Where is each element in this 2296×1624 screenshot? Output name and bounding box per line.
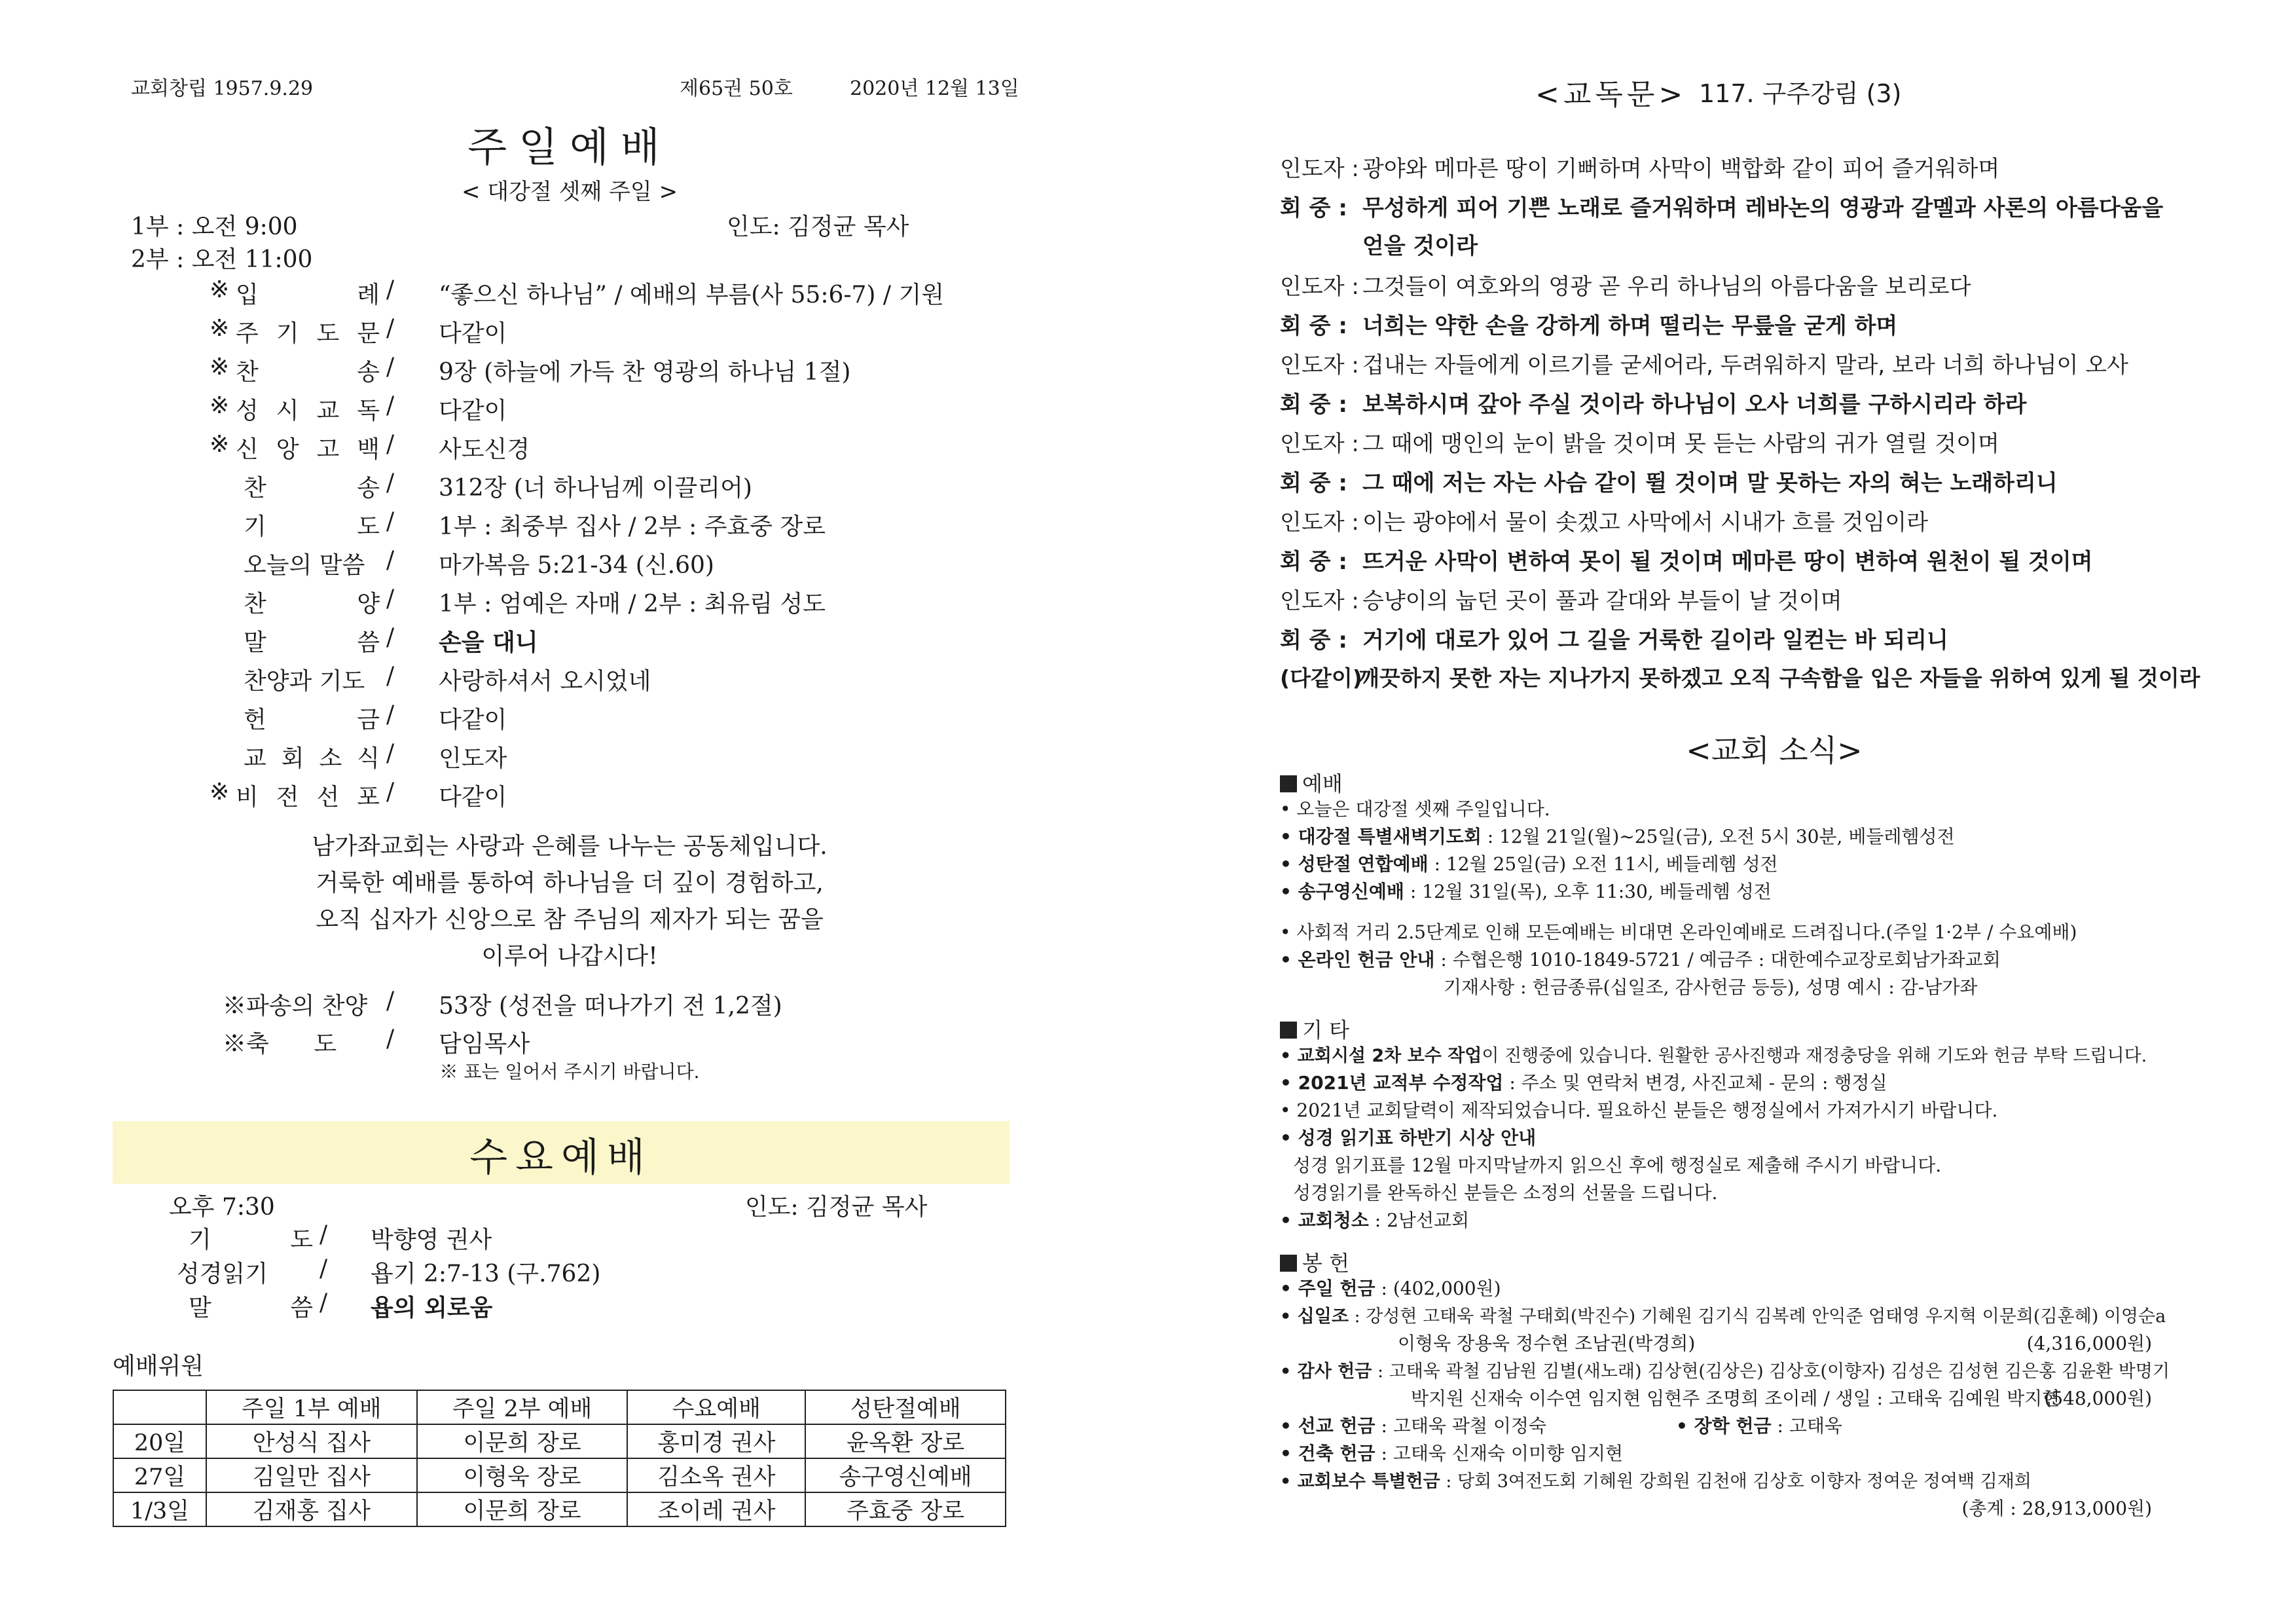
news-item: 기재사항 : 헌금종류(십일조, 감사헌금 등등), 성명 예시 : 감-남가좌 bbox=[1444, 976, 1978, 998]
reading-line: 회 중 : 보복하시며 갚아 주실 것이라 하나님이 오사 너희를 구하시리라 하라 bbox=[1280, 392, 2027, 418]
offering-section-heading: 봉 헌 bbox=[1280, 1247, 1349, 1277]
church-news-title: <교회 소식> bbox=[1686, 733, 1863, 768]
table-row: 1/3일 김재홍 집사 이문희 장로 조이레 권사 주효중 장로 bbox=[113, 1492, 1006, 1526]
stand-note: ※ 표는 일어서 주시기 바랍니다. bbox=[439, 1061, 700, 1082]
offering-item: 박지원 신재숙 이수연 임지현 임현주 조명희 조이레 / 생일 : 고태욱 김예원 박지현 bbox=[1411, 1388, 2060, 1409]
volume-number: 제65권 50호 bbox=[680, 77, 793, 100]
tithe-total: (4,316,000원) bbox=[2026, 1333, 2152, 1354]
news-item: • 사회적 거리 2.5단계로 인해 모든예배는 비대면 온라인예배로 드려집니다.(주일 1·2부 / 수요예배) bbox=[1280, 921, 2077, 943]
news-item: • 2021년 교회달력이 제작되었습니다. 필요하신 분들은 행정실에서 가져가시기 바랍니다. bbox=[1280, 1099, 1998, 1121]
order-label: 성경읽기 bbox=[177, 1261, 268, 1287]
news-item: • 송구영신예배 : 12월 31일(목), 오후 11:30, 베들레헴 성전 bbox=[1280, 881, 1772, 902]
square-bullet-icon bbox=[1280, 1255, 1297, 1272]
service-time-1: 1부 : 오전 9:00 bbox=[131, 213, 298, 240]
news-item: • 대강절 특별새벽기도회 : 12월 21일(월)~25일(금), 오전 5시 30분, 베들레헴성전 bbox=[1280, 826, 1955, 847]
sunday-leader: 인도: 김정균 목사 bbox=[727, 213, 909, 240]
reading-line: 회 중 : 거기에 대로가 있어 그 길을 거룩한 길이라 일컫는 바 되리니 bbox=[1280, 627, 1948, 654]
order-label: 성 시 교 독 bbox=[236, 397, 380, 424]
offering-item: • 교회보수 특별헌금 : 당회 3여전도회 기혜원 강희원 김천애 김상호 이향자 정여운 정여백 김재희 bbox=[1280, 1471, 2032, 1492]
order-label: 신 앙 고 백 bbox=[236, 436, 380, 463]
reading-line: (다같이)깨끗하지 못한 자는 지나가지 못하겠고 오직 구속함을 입은 자들을 위하여 있게 될 것이라 bbox=[1280, 665, 2200, 691]
news-item: • 성경 읽기표 하반기 시상 안내 bbox=[1280, 1127, 1537, 1149]
sunday-worship-subtitle: < 대강절 셋째 주일 > bbox=[461, 179, 678, 205]
reading-line: 인도자 : 승냥이의 눕던 곳이 풀과 갈대와 부들이 날 것이며 bbox=[1280, 588, 1842, 614]
reading-line: 인도자 : 겁내는 자들에게 이르기를 굳세어라, 두려워하지 말라, 보라 너희 하나님이 오사 bbox=[1280, 352, 2128, 378]
order-label: 기 도 bbox=[189, 1227, 313, 1253]
wednesday-sermon-title: 욥의 외로움 bbox=[371, 1295, 493, 1321]
order-value: 사랑하셔서 오시었네 bbox=[439, 668, 651, 695]
news-item: • 오늘은 대강절 셋째 주일입니다. bbox=[1280, 798, 1550, 820]
news-item: • 2021년 교적부 수정작업 : 주소 및 연락처 변경, 사진교체 - 문의 : 행정실 bbox=[1280, 1072, 1887, 1094]
order-value: 다같이 bbox=[439, 397, 507, 424]
sermon-title: 손을 대니 bbox=[439, 629, 538, 656]
reading-line: 회 중 : 그 때에 저는 자는 사슴 같이 뛸 것이며 말 못하는 자의 혀는 노래하리니 bbox=[1280, 470, 2058, 496]
news-item: • 교회시설 2차 보수 작업이 진행중에 있습니다. 원활한 공사진행과 재정충당을 위해 기도와 헌금 부탁 드립니다. bbox=[1280, 1046, 2147, 1066]
founded-date: 교회창립 1957.9.29 bbox=[131, 77, 314, 100]
reading-line: 인도자 : 광야와 메마른 땅이 기뻐하며 사막이 백합화 같이 피어 즐거워하며 bbox=[1280, 156, 2000, 182]
online-offering-info: • 온라인 헌금 안내 : 수협은행 1010-1849-5721 / 예금주 : 대한예수교장로회남가좌교회 bbox=[1280, 949, 2001, 970]
scholarship-offering: • 장학 헌금 : 고태욱 bbox=[1676, 1415, 1842, 1437]
etc-section-heading: 기 타 bbox=[1280, 1014, 1349, 1044]
bulletin-header bbox=[131, 72, 1019, 105]
duty-roster-table bbox=[113, 1390, 1006, 1527]
duty-roster-title: 예배위원 bbox=[113, 1353, 204, 1380]
order-value: 인도자 bbox=[439, 745, 507, 772]
order-label: 찬 송 bbox=[236, 359, 380, 386]
square-bullet-icon bbox=[1280, 1022, 1297, 1039]
responsive-reading-number: 117. 구주강림 (3) bbox=[1699, 79, 1902, 108]
news-item: • 교회청소 : 2남선교회 bbox=[1280, 1209, 1470, 1231]
thanks-total: (548,000원) bbox=[2044, 1388, 2152, 1409]
order-label: 주 기 도 문 bbox=[236, 320, 380, 347]
table-header-row: 주일 1부 예배 주일 2부 예배 수요예배 성탄절예배 bbox=[113, 1390, 1006, 1424]
table-row: 27일 김일만 집사 이형욱 장로 김소옥 권사 송구영신예배 bbox=[113, 1458, 1006, 1492]
order-label: 기 도 bbox=[244, 513, 380, 540]
order-value: 1부 : 최중부 집사 / 2부 : 주효중 장로 bbox=[439, 513, 826, 540]
order-label: 찬양과 기도 bbox=[244, 668, 365, 695]
reading-line: 회 중 : 뜨거운 사막이 변하여 못이 될 것이며 메마른 땅이 변하여 원천이 될 것이며 bbox=[1280, 549, 2093, 575]
worship-section-heading: 예배 bbox=[1280, 767, 1343, 798]
church-motto: 남가좌교회는 사랑과 은혜를 나누는 공동체입니다. 거룩한 예배를 통하여 하나님을 더 깊이 경험하고, 오직 십자가 신앙으로 참 주님의 제자가 되는 꿈을 이루어 나갑시다! bbox=[312, 833, 828, 970]
wednesday-leader: 인도: 김정균 목사 bbox=[745, 1194, 928, 1221]
wednesday-worship-title: 수요예배 bbox=[469, 1135, 653, 1181]
order-label: 교 회 소 식 bbox=[244, 745, 380, 772]
order-value: 1부 : 엄예은 자매 / 2부 : 최유림 성도 bbox=[439, 591, 826, 618]
order-label: 찬 송 bbox=[244, 475, 380, 502]
reading-line: 회 중 : 너희는 약한 손을 강하게 하며 떨리는 무릎을 굳게 하며 bbox=[1280, 313, 1898, 339]
order-label: 비 전 선 포 bbox=[236, 784, 380, 811]
offering-item: • 선교 헌금 : 고태욱 곽철 이정숙 bbox=[1280, 1415, 1547, 1437]
sunday-worship-title: 주일예배 bbox=[467, 123, 672, 171]
reading-line: 인도자 : 이는 광야에서 물이 솟겠고 사막에서 시내가 흐를 것임이라 bbox=[1280, 509, 1928, 536]
reading-line: 얻을 것이라 bbox=[1362, 233, 1478, 259]
offering-item: • 건축 헌금 : 고태욱 신재숙 이미향 임지현 bbox=[1280, 1443, 1624, 1464]
service-time-2: 2부 : 오전 11:00 bbox=[131, 246, 313, 273]
order-value: “좋으신 하나님” / 예배의 부름(사 55:6-7) / 기원 bbox=[439, 282, 945, 308]
order-value: 9장 (하늘에 가득 찬 영광의 하나님 1절) bbox=[439, 359, 851, 386]
table-row: 20일 안성식 집사 이문희 장로 홍미경 권사 윤옥환 장로 bbox=[113, 1424, 1006, 1458]
wednesday-time: 오후 7:30 bbox=[169, 1194, 275, 1221]
order-label: 찬 양 bbox=[244, 591, 380, 618]
bulletin-date: 2020년 12월 13일 bbox=[850, 77, 1019, 100]
reading-line: 회 중 : 무성하게 피어 기쁜 노래로 즐거워하며 레바논의 영광과 갈멜과 사론의 아름다움을 bbox=[1280, 195, 2164, 221]
square-bullet-icon bbox=[1280, 775, 1297, 792]
news-item: 성경읽기를 완독하신 분들은 소정의 선물을 드립니다. bbox=[1293, 1182, 1718, 1204]
offering-item: • 십일조 : 강성현 고태욱 곽철 구태회(박진수) 기혜원 김기식 김복례 안익준 엄태영 우지혁 이문희(김훈혜) 이영순a bbox=[1280, 1306, 2166, 1327]
order-label: 입 례 bbox=[236, 282, 380, 308]
order-label: 오늘의 말씀 bbox=[244, 552, 365, 579]
offering-item: • 주일 헌금 : (402,000원) bbox=[1280, 1278, 1501, 1299]
news-item: 성경 읽기표를 12월 마지막날까지 읽으신 후에 행정실로 제출해 주시기 바랍니다. bbox=[1293, 1154, 1942, 1176]
order-value: 다같이 bbox=[439, 320, 507, 347]
news-item: • 성탄절 연합예배 : 12월 25일(금) 오전 11시, 베들레헴 성전 bbox=[1280, 853, 1778, 875]
reading-line: 인도자 : 그 때에 맹인의 눈이 밝을 것이며 못 듣는 사람의 귀가 열릴 것이며 bbox=[1280, 431, 1999, 457]
reading-line: 인도자 : 그것들이 여호와의 영광 곧 우리 하나님의 아름다움을 보리로다 bbox=[1280, 274, 1971, 300]
order-value: 다같이 bbox=[439, 707, 507, 733]
offering-item: 이형욱 장용욱 정수현 조남권(박경희) bbox=[1398, 1333, 1696, 1354]
order-value: 다같이 bbox=[439, 784, 507, 811]
order-value: 마가복음 5:21-34 (신.60) bbox=[439, 552, 714, 579]
order-label: 말 씀 bbox=[189, 1295, 313, 1321]
offering-item: • 감사 헌금 : 고태욱 곽철 김남원 김별(새노래) 김상현(김상은) 김상호(이향자) 김성은 김성현 김은홍 김윤환 박명기 bbox=[1280, 1361, 2170, 1382]
order-value: 사도신경 bbox=[439, 436, 530, 463]
order-label: 헌 금 bbox=[244, 707, 380, 733]
order-label: 말 씀 bbox=[244, 629, 380, 656]
order-value: 312장 (너 하나님께 이끌리어) bbox=[439, 475, 752, 502]
grand-total: (총계 : 28,913,000원) bbox=[1961, 1498, 2152, 1519]
